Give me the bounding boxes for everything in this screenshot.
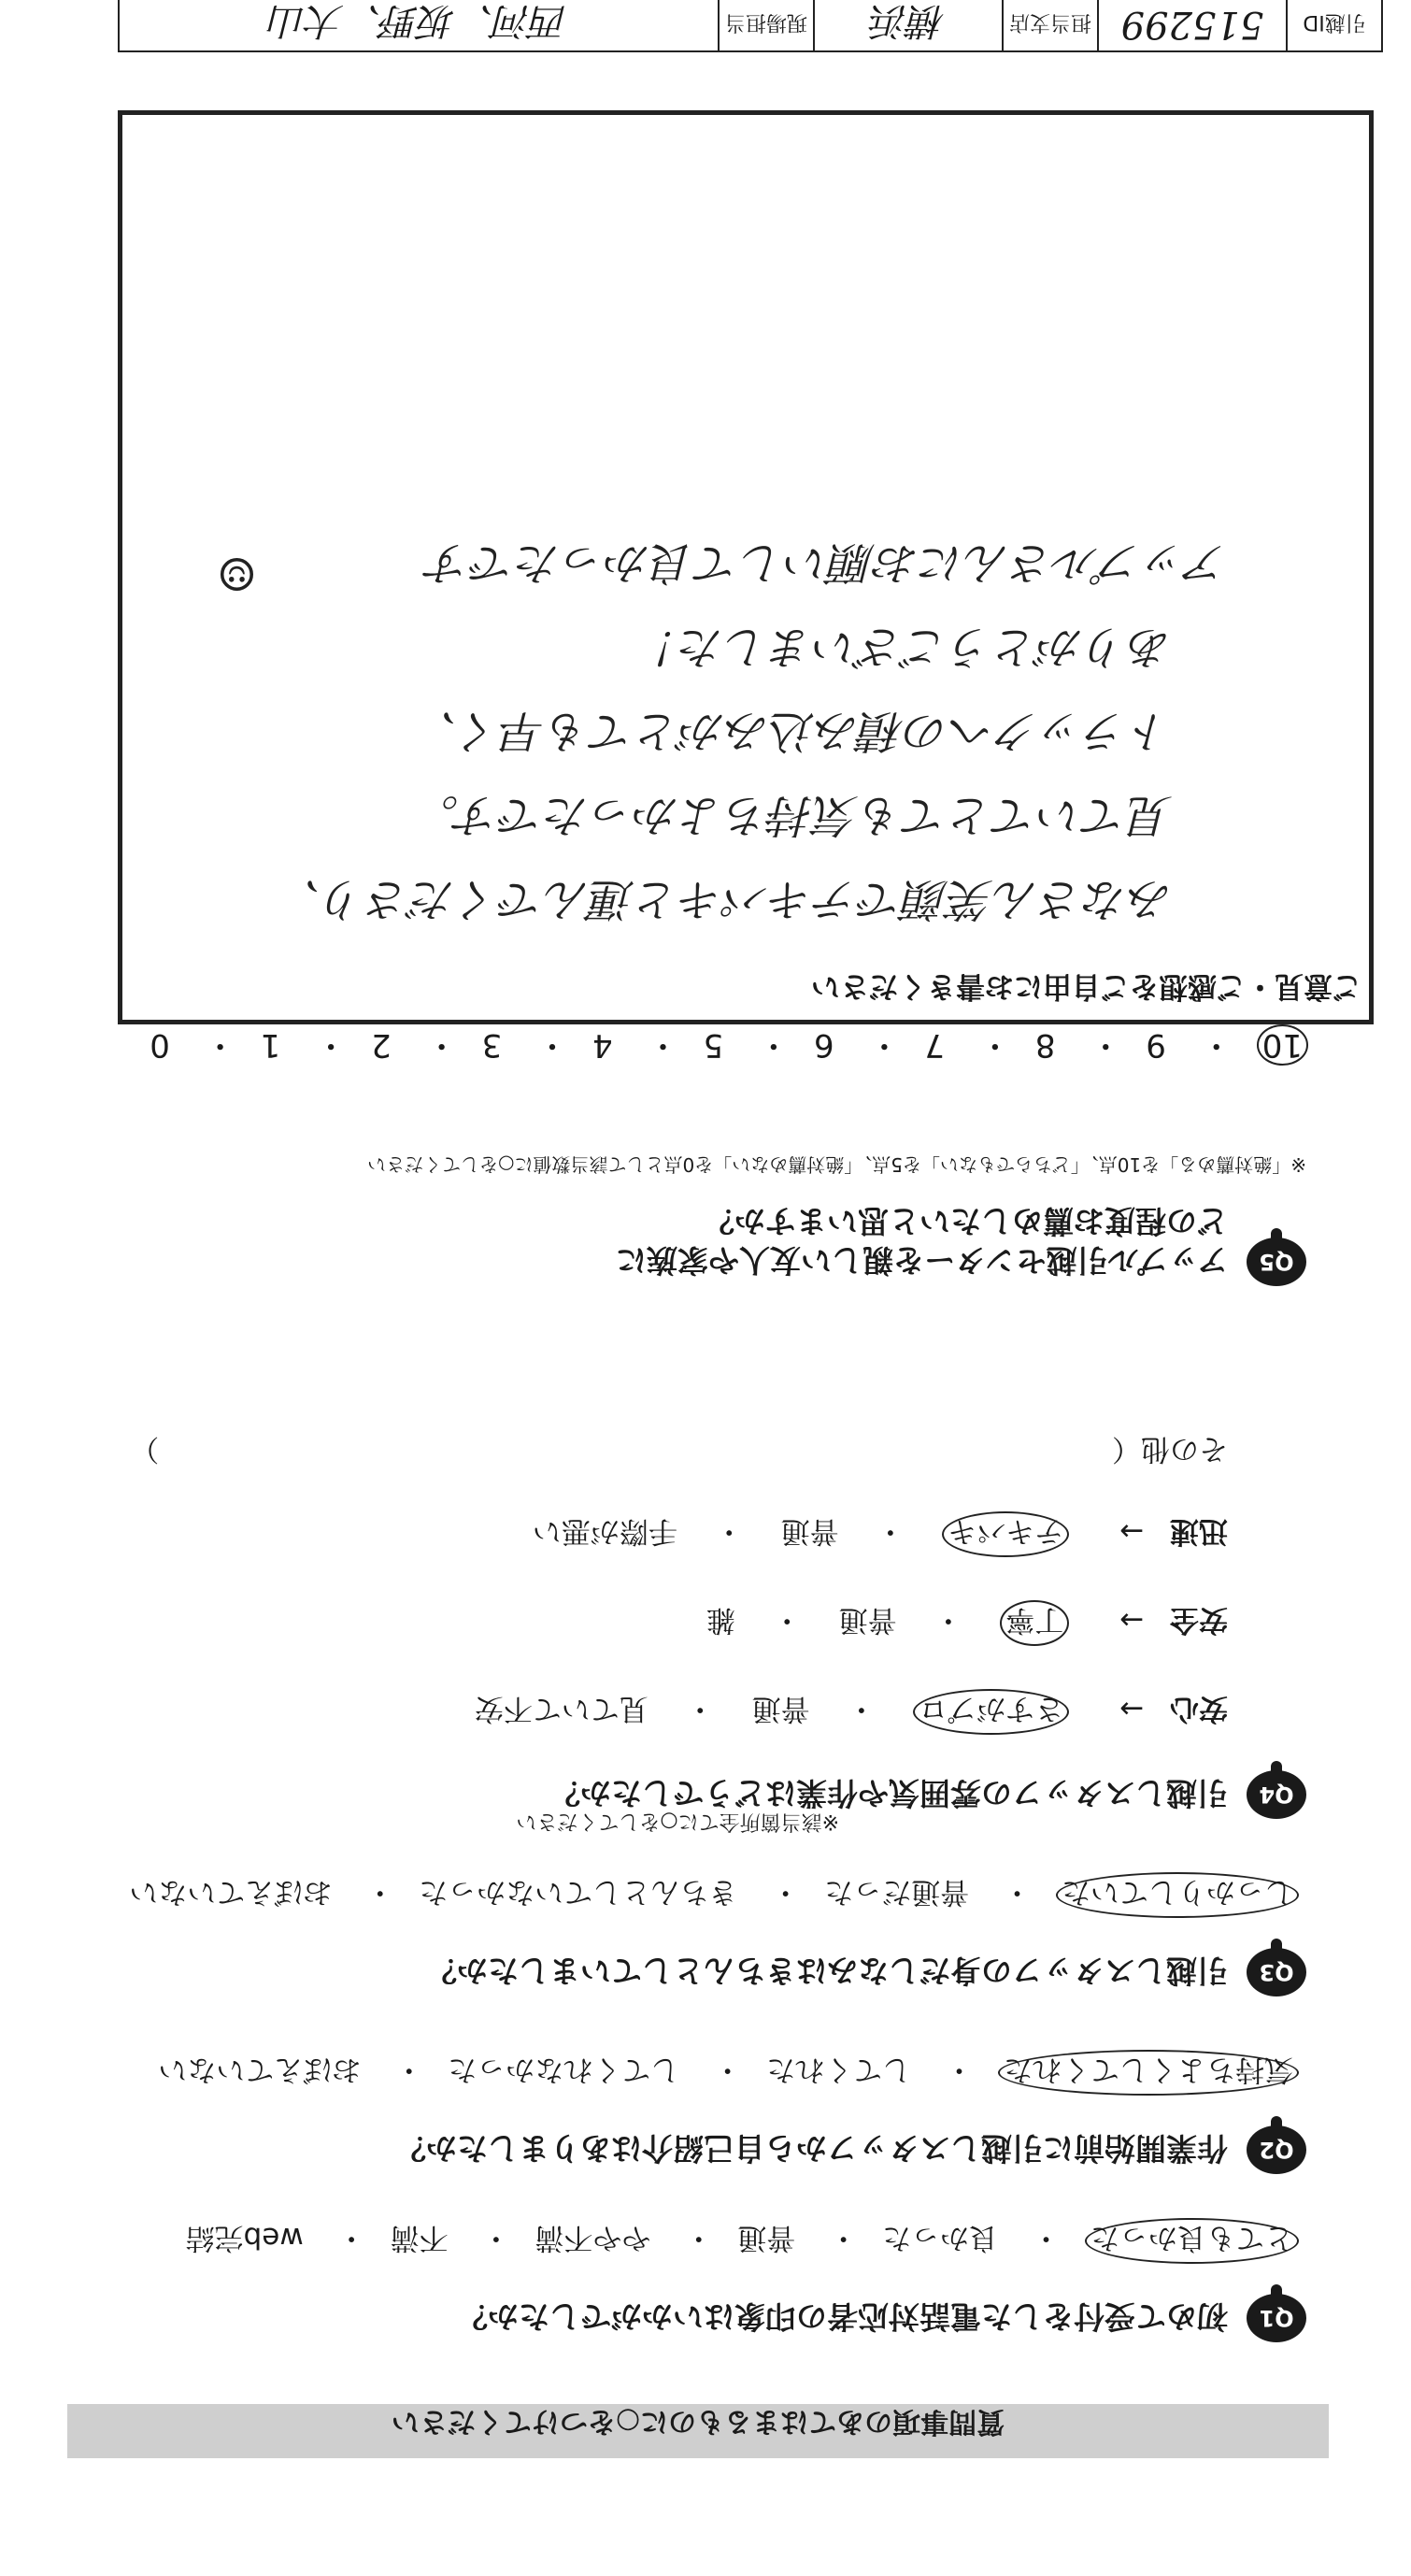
arrow-right-icon: → xyxy=(1119,1692,1145,1725)
question-q1 xyxy=(92,2221,1306,2342)
question-q5 xyxy=(92,1099,1306,1286)
branch-label: 担当支店 xyxy=(1009,10,1092,35)
leader-label-cell xyxy=(718,0,813,50)
q5-text-line2: どの程度お薦めしたいと思いますか？ xyxy=(704,1203,1228,1239)
q3-option-4[interactable]: おぼえていない xyxy=(129,1875,333,1909)
comment-line-4: ありがとうございました！ xyxy=(634,621,1173,673)
id-label: 引越ID xyxy=(1303,10,1366,35)
arrow-right-icon: → xyxy=(1119,1514,1145,1548)
q3-text: 引越しスタッフの身だしなみはきちんとしていましたか？ xyxy=(426,1953,1228,1989)
q4-other xyxy=(107,1431,1228,1473)
score-6[interactable]: 6 xyxy=(813,1026,834,1064)
comment-box[interactable] xyxy=(118,110,1374,1024)
comment-heading: ご意見・ご感想をご自由にお書きください xyxy=(811,969,1361,1003)
q2-option-2[interactable]: してくれた xyxy=(766,2053,912,2086)
q4-badge-icon: Q4 xyxy=(1247,1770,1306,1819)
q3-option-1[interactable]: しっかりしていた xyxy=(1056,1872,1299,1918)
score-3[interactable]: 3 xyxy=(481,1026,503,1064)
instruction-text: 質問事項のあてはまるものに○をつけてください xyxy=(391,2405,1005,2438)
comment-line-2: 見ていてとても気持ちよかったです。 xyxy=(413,789,1173,841)
question-q4 xyxy=(92,1432,1306,1833)
q4-anshin-option-2[interactable]: 普通 xyxy=(751,1692,810,1725)
q4-anshin-option-3[interactable]: 見ていて不安 xyxy=(474,1692,648,1725)
leader-value-cell xyxy=(120,0,718,50)
question-q3 xyxy=(92,1875,1306,1996)
score-8[interactable]: 8 xyxy=(1034,1026,1056,1064)
score-5[interactable]: 5 xyxy=(703,1026,724,1064)
q1-option-1[interactable]: とても良かった xyxy=(1085,2218,1299,2264)
q2-text: 作業開始前に引越しスタッフから自己紹介はありましたか？ xyxy=(395,2130,1228,2167)
q4-row-anshin: 安心 → さすがプロ ・ 普通 ・ 見ていて不安 xyxy=(475,1689,1228,1735)
id-label-cell xyxy=(1286,0,1381,50)
score-9[interactable]: 9 xyxy=(1146,1026,1166,1064)
branch-label-cell xyxy=(1002,0,1097,50)
score-scale: 10・ 9・ 8・ 7・ 6・ 5・ 4・ 3・ 2・ 1・ 0 xyxy=(150,1024,1308,1071)
branch-value: 横浜 xyxy=(871,0,946,43)
arrow-right-icon: → xyxy=(1119,1603,1145,1637)
q4-row-jinsoku: 迅速 → テキパキ ・ 普通 ・ 手際が悪い xyxy=(533,1511,1228,1557)
q5-text-line1: アップル引越センターを親しい友人や家族に xyxy=(615,1242,1228,1279)
score-1[interactable]: 1 xyxy=(260,1026,281,1064)
q4-anshin-option-1[interactable]: さすがプロ xyxy=(913,1689,1069,1735)
smiley-icon: ☺ xyxy=(216,547,257,599)
q2-option-1[interactable]: 気持ちよくしてくれた xyxy=(998,2050,1299,2096)
q1-text: 初めて受付をした電話対応者の印象はいかがでしたか？ xyxy=(457,2298,1228,2335)
comment-line-1: みなさん笑顔でテキパキと運んでくださり、 xyxy=(275,873,1173,925)
q1-option-6[interactable]: web完結 xyxy=(185,2221,304,2254)
q5-note: ※「絶対薦める」を10点、「どちらでもない」を5点、「絶対薦めない」を0点として該当数値に○をしてください xyxy=(367,1153,1306,1176)
q2-badge-icon: Q2 xyxy=(1247,2125,1306,2174)
q4-other-label: その他（ xyxy=(1112,1432,1228,1466)
score-10[interactable]: 10 xyxy=(1257,1024,1308,1066)
instruction-band xyxy=(67,2404,1329,2458)
branch-value-cell xyxy=(813,0,1002,50)
q4-jinsoku-option-1[interactable]: テキパキ xyxy=(942,1511,1069,1557)
score-2[interactable]: 2 xyxy=(371,1026,392,1064)
q4-anzen-option-1[interactable]: 丁寧 xyxy=(1000,1600,1069,1646)
q4-text: 引越しスタッフの雰囲気や作業はどうでしたか？ xyxy=(549,1775,1228,1811)
q1-options: とても良かった・ 良かった・ 普通・ やや不満・ 不満・ web完結 xyxy=(186,2218,1299,2264)
q3-option-3[interactable]: きちんとしていなかった xyxy=(419,1875,738,1909)
q4-jinsoku-option-2[interactable]: 普通 xyxy=(780,1514,839,1548)
q4-anzen-option-3[interactable]: 雑 xyxy=(706,1603,735,1637)
q4-jinsoku-option-3[interactable]: 手際が悪い xyxy=(532,1514,677,1548)
question-q2 xyxy=(92,2053,1306,2174)
score-7[interactable]: 7 xyxy=(924,1026,946,1064)
q1-option-4[interactable]: やや不満 xyxy=(534,2221,651,2254)
leader-label: 現場担当 xyxy=(725,10,808,35)
score-0[interactable]: 0 xyxy=(150,1026,170,1064)
q3-badge-icon: Q3 xyxy=(1247,1948,1306,1996)
comment-line-5: アップルさんにお願いして良かったです xyxy=(426,537,1229,589)
id-value-cell xyxy=(1097,0,1286,50)
q2-option-3[interactable]: してくれなかった xyxy=(448,2053,680,2086)
comment-line-3: トラックへの積み込みがとても早く、 xyxy=(411,705,1173,757)
q1-option-5[interactable]: 不満 xyxy=(390,2221,449,2254)
q4-row-label: 迅速 xyxy=(1170,1514,1228,1548)
q4-note: ※該当箇所全てに○をしてください xyxy=(516,1810,839,1833)
q1-badge-icon: Q1 xyxy=(1247,2294,1306,2342)
footer-table xyxy=(118,0,1383,52)
q1-option-2[interactable]: 良かった xyxy=(882,2221,999,2254)
q5-badge-icon: Q5 xyxy=(1247,1238,1306,1286)
q4-row-anzen: 安全 → 丁寧 ・ 普通 ・ 雑 xyxy=(706,1600,1228,1646)
q4-anzen-option-2[interactable]: 普通 xyxy=(838,1603,897,1637)
leader-value: 西河、坂野、大山 xyxy=(269,0,568,43)
q4-row-label: 安全 xyxy=(1170,1603,1228,1637)
id-value: 515299 xyxy=(1120,3,1264,46)
q4-row-label: 安心 xyxy=(1170,1692,1228,1725)
score-4[interactable]: 4 xyxy=(592,1026,613,1064)
q3-options: しっかりしていた・ 普通だった・ きちんとしていなかった・ おぼえていない xyxy=(129,1872,1299,1918)
q4-other-close: ） xyxy=(130,1432,160,1466)
q1-option-3[interactable]: 普通 xyxy=(737,2221,796,2254)
q2-options: 気持ちよくしてくれた・ してくれた・ してくれなかった・ おぼえていない xyxy=(158,2050,1299,2096)
q2-option-4[interactable]: おぼえていない xyxy=(158,2053,362,2086)
q3-option-2[interactable]: 普通だった xyxy=(824,1875,970,1909)
